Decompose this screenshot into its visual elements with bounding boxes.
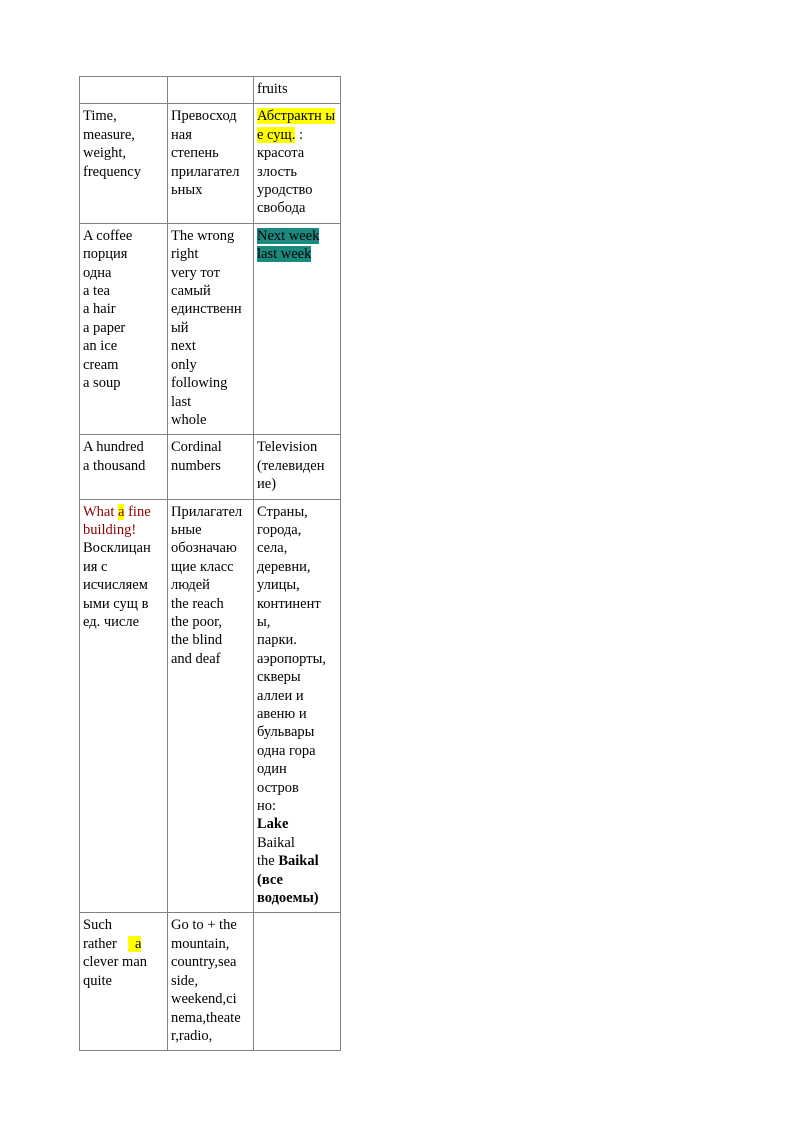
cell-line: улицы, — [257, 577, 300, 594]
cell-line: прилагател — [171, 163, 240, 180]
table-row — [80, 104, 341, 223]
cell-r0-c2 — [168, 77, 254, 104]
cell-line: Time, — [83, 108, 117, 125]
cell-line: mountain, — [171, 935, 230, 952]
cell-line: whole — [171, 411, 207, 428]
cell-line: ия с — [83, 558, 108, 575]
cell-line: деревни, — [257, 558, 311, 575]
cell-line: Cordinal — [171, 439, 222, 456]
cell-line: людей — [171, 577, 210, 594]
cell-line: (телевиден — [257, 457, 325, 474]
cell-line: ная — [171, 126, 192, 143]
cell-r1-c1 — [80, 104, 168, 223]
cell-line: the reach — [171, 595, 224, 612]
cell-line: Страны, — [257, 503, 308, 520]
cell-line: an ice — [83, 338, 118, 355]
cell-line: a soup — [83, 375, 121, 392]
table-row — [80, 77, 341, 104]
bold-text: Baikal — [278, 853, 319, 870]
cell-line: ьных — [171, 182, 203, 199]
cell-text: the — [257, 853, 279, 870]
bold-text: водоемы) — [257, 890, 319, 907]
cell-r4-c3 — [254, 499, 341, 913]
cell-line: Such — [83, 917, 112, 934]
cell-line: last — [171, 393, 192, 410]
cell-r3-c1 — [80, 435, 168, 499]
cell-line: ед. числе — [83, 613, 140, 630]
cell-line: Восклицан — [83, 540, 151, 557]
cell-line: and deaf — [171, 650, 221, 667]
cell-line: country,sea — [171, 954, 237, 971]
cell-line: next — [171, 338, 196, 355]
cell-line: clever man — [83, 954, 148, 971]
cell-line: Go to + the — [171, 917, 237, 934]
cell-line: аллеи и — [257, 687, 304, 704]
cell-line: но: — [257, 798, 277, 815]
cell-line: свобода — [257, 200, 306, 217]
cell-line: обозначаю — [171, 540, 237, 557]
cell-line: measure, — [83, 126, 135, 143]
cell-line: following — [171, 375, 228, 392]
cell-line: континент — [257, 595, 321, 612]
cell-r3-c3 — [254, 435, 341, 499]
example-text: building! — [83, 521, 137, 538]
cell-line: cream — [83, 356, 119, 373]
cell-line: r,radio, — [171, 1027, 213, 1044]
cell-line: ы, — [257, 613, 271, 630]
cell-line: Превосход — [171, 108, 237, 125]
cell-line: один — [257, 761, 287, 778]
cell-line: порция — [83, 246, 128, 263]
cell-line: a hair — [83, 301, 116, 318]
cell-line: ыми сущ в — [83, 595, 149, 612]
cell-r1-c3 — [254, 104, 341, 223]
table-row — [80, 435, 341, 499]
table-row — [80, 913, 341, 1051]
bold-text: Lake — [257, 816, 289, 833]
cell-r4-c2 — [168, 499, 254, 913]
cell-line: единственн — [171, 301, 242, 318]
highlighted-article: a — [128, 936, 142, 952]
example-text: What — [83, 503, 119, 520]
cell-line: щие класс — [171, 558, 234, 575]
cell-line: a paper — [83, 319, 126, 336]
cell-line: Прилагател — [171, 503, 243, 520]
cell-line: frequency — [83, 163, 141, 180]
cell-r2-c1 — [80, 223, 168, 434]
cell-line: only — [171, 356, 197, 373]
cell-r5-c1 — [80, 913, 168, 1051]
cell-r5-c3 — [254, 913, 341, 1051]
cell-line: ьные — [171, 521, 202, 538]
cell-r5-c2 — [168, 913, 254, 1051]
cell-line: side, — [171, 972, 198, 989]
cell-line: Television — [257, 439, 318, 456]
cell-line: села, — [257, 540, 288, 557]
highlighted-text: last week — [257, 246, 312, 263]
cell-line: fruits — [257, 81, 288, 97]
cell-r2-c2 — [168, 223, 254, 434]
table-row — [80, 223, 341, 434]
cell-line: a thousand — [83, 457, 146, 474]
cell-line: right — [171, 246, 199, 263]
table-row — [80, 499, 341, 913]
cell-line: одна гора — [257, 742, 316, 759]
cell-line: numbers — [171, 457, 221, 474]
cell-r3-c2 — [168, 435, 254, 499]
bold-text: (все — [257, 871, 283, 888]
cell-r0-c3 — [254, 77, 341, 104]
cell-line: quite — [83, 972, 112, 989]
highlighted-article: a — [118, 503, 125, 520]
cell-r1-c2 — [168, 104, 254, 223]
cell-line: авеню и — [257, 706, 307, 722]
cell-text: : — [295, 126, 304, 143]
cell-text: rather — [83, 935, 117, 952]
cell-line: исчисляем — [83, 577, 148, 594]
cell-line: скверы — [257, 669, 301, 686]
cell-line: ие) — [257, 476, 277, 493]
cell-line: ый — [171, 319, 189, 336]
cell-line: бульвары — [257, 724, 315, 741]
cell-line: Baikal — [257, 834, 295, 851]
highlighted-text: Next week — [257, 227, 320, 244]
cell-line: A coffee — [83, 227, 133, 244]
cell-line: самый — [171, 283, 211, 300]
cell-line: the blind — [171, 632, 223, 649]
cell-line: The wrong — [171, 227, 235, 244]
cell-r2-c3 — [254, 223, 341, 434]
cell-line: weight, — [83, 145, 127, 162]
cell-line: A hundred — [83, 439, 144, 456]
cell-line: nema,theate — [171, 1009, 241, 1026]
cell-line: парки. — [257, 632, 297, 649]
example-text: fine — [124, 503, 151, 520]
grammar-table — [79, 76, 341, 1051]
cell-line: остров — [257, 779, 299, 796]
cell-line: злость — [257, 163, 297, 180]
cell-line: аэропорты, — [257, 650, 326, 667]
cell-line: красота — [257, 145, 305, 162]
cell-r0-c1 — [80, 77, 168, 104]
cell-line: a tea — [83, 283, 110, 300]
cell-line: very тот — [171, 264, 220, 281]
cell-r4-c1 — [80, 499, 168, 913]
cell-line: weekend,ci — [171, 991, 237, 1008]
cell-line: города, — [257, 521, 302, 538]
highlighted-text: Абстрактн ые сущ. — [257, 108, 336, 143]
cell-line: the poor, — [171, 613, 222, 630]
cell-line: степень — [171, 145, 219, 162]
cell-line: уродство — [257, 182, 313, 199]
cell-line: одна — [83, 264, 112, 281]
